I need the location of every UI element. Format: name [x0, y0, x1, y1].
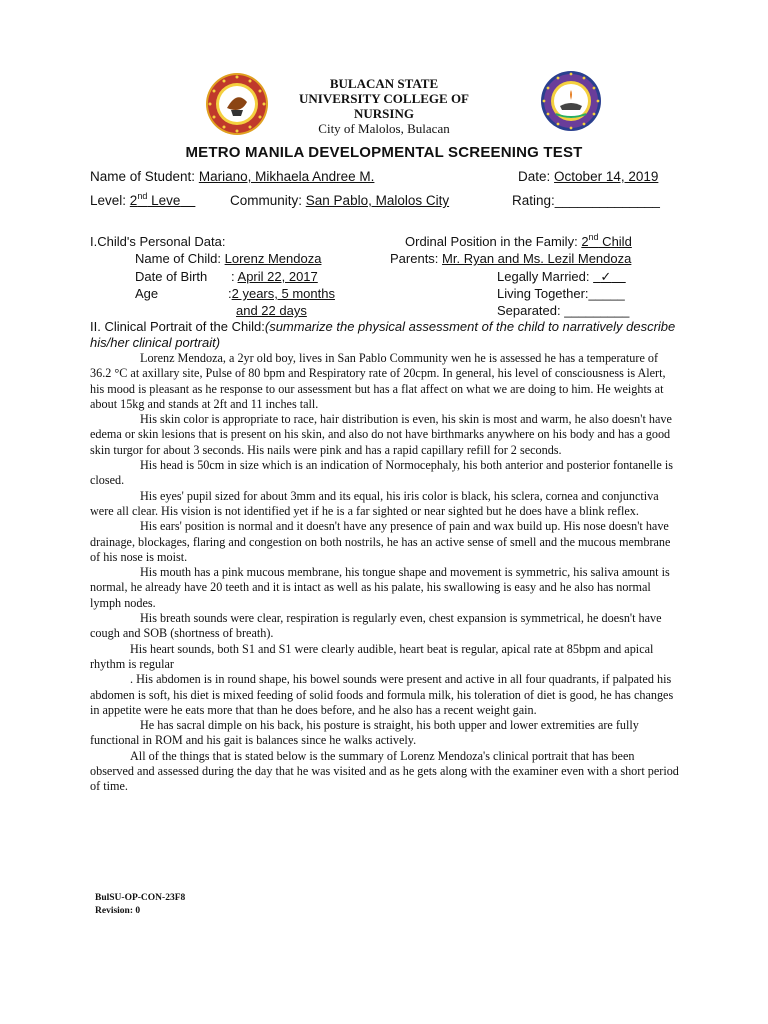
narrative-paragraph: His head is 50cm in size which is an indication of Normocephaly, his both anterior and posterior fontanelle is closed.: [90, 458, 673, 488]
separated-row: [497, 303, 629, 318]
rating-label: Rating:: [512, 193, 555, 208]
clinical-instruction: (summarize the physical assessment of the child to narratively describe his/her clinical portrait): [90, 319, 676, 350]
form-code: BulSU-OP-CON-23F8: [95, 893, 186, 903]
level-row: [90, 193, 195, 208]
narrative-paragraph: He has sacral dimple on his back, his posture is straight, his both upper and lower extremities are fully functional in ROM and his gait is balances since he walks actively.: [90, 718, 639, 748]
date-row: [518, 169, 658, 184]
married-row: [497, 269, 626, 285]
institution-city: City of Malolos, Bulacan: [318, 121, 450, 136]
child-name-label: Name of Child:: [135, 251, 221, 266]
separated-label: Separated:: [497, 303, 561, 318]
narrative-paragraph: His eyes' pupil sized for about 3mm and its equal, his iris color is black, his sclera, cornea and conjunctiva were all clear. His vision is not identified yet if he is a far sighted or near sighted but he does have a blink reflex.: [90, 488, 659, 518]
institution-line-3: NURSING: [354, 106, 414, 121]
clinical-heading-label: II. Clinical Portrait of the Child:: [90, 319, 265, 334]
parents-label: Parents:: [390, 251, 439, 266]
ordinal-value: 2nd Child: [581, 232, 632, 249]
living-blank: _____: [588, 286, 625, 301]
ordinal-label: Ordinal Position in the Family:: [405, 234, 578, 249]
narrative-paragraph: . His abdomen is in round shape, his bowel sounds were present and active in all four quadrants, if palpated his abdomen is soft, his diet is mixed feeding of solid foods and formula milk, his toleration of diet is good, he has changes in appetite were he eats more that than he does before, and he also has a recent weight gain.: [90, 672, 674, 717]
narrative-paragraph: His mouth has a pink mucous membrane, his tongue shape and movement is symmetric, his saliva amount is normal, he already have 20 teeth and it is intact as well as his palate, his swallowing is easy and he also has normal lymph nodes.: [90, 565, 670, 610]
narrative-paragraph: Lorenz Mendoza, a 2yr old boy, lives in San Pablo Community wen he is assessed he has a temperature of 36.2 °C at axillary site, Pulse of 80 bpm and Respiratory rate of 20cpm. In general, his level of consciousness is Alert, his mood is pleasant as he response to our assessment but has a flat affect on what we are doing to him. He weights at about 15kg and stands at 2ft and 11 inches tall.: [90, 351, 666, 411]
form-revision: Revision: 0: [95, 906, 141, 916]
document-title: METRO MANILA DEVELOPMENTAL SCREENING TEST: [185, 144, 583, 161]
narrative-paragraph: His heart sounds, both S1 and S1 were clearly audible, heart beat is regular, apical rate at 85bpm and apical rhythm is regular: [90, 641, 654, 671]
living-label: Living Together:: [497, 286, 589, 301]
community-label: Community:: [230, 193, 303, 208]
personal-data-heading: I.Child's Personal Data:: [90, 234, 226, 249]
date-value: October 14, 2019: [554, 169, 659, 184]
student-name-row: [90, 169, 374, 184]
date-label: Date:: [518, 169, 551, 184]
parents-value: Mr. Ryan and Ms. Lezil Mendoza: [442, 251, 632, 266]
parents-row: [390, 251, 631, 266]
ordinal-position-row: [405, 234, 632, 249]
dob-value: April 22, 2017: [237, 269, 318, 284]
clinical-narrative: [90, 351, 680, 795]
clinical-heading: [90, 319, 690, 351]
separated-blank: _________: [564, 303, 630, 318]
form-footer: [95, 892, 185, 918]
narrative-paragraph: His ears' position is normal and it doesn't have any presence of pain and wax build up. His nose doesn't have drainage, blockages, flaring and congestion on both nostrils, he has an active sense of smell and the mucous membrane of his nose is moist.: [90, 519, 671, 564]
narrative-paragraph: His breath sounds were clear, respiration is regularly even, chest expansion is symmetrical, he doesn't have cough and SOB (shortness of breath).: [90, 611, 662, 641]
child-name-row: [135, 251, 321, 266]
age-row: :2 years, 5 months: [228, 286, 335, 301]
narrative-paragraph: All of the things that is stated below is the summary of Lorenz Mendoza's clinical portrait that has been observed and assessed during the day that he was visited and as he gets along with the examiner even with a short period of time.: [90, 748, 679, 794]
age-value-1: 2 years, 5 months: [231, 286, 335, 301]
living-row: [497, 286, 625, 301]
married-check: ✓: [600, 269, 612, 284]
narrative-paragraph: His skin color is appropriate to race, hair distribution is even, his skin is most and warm, he also doesn't have edema or skin lesions that is present on his skin, and also do not have birthmarks anywhere on his body and has a good skin turgor for about 3 seconds. His nails were pink and has a rapid capillary refill for 2 seconds.: [90, 412, 672, 457]
age-value-2: and 22 days: [236, 303, 307, 318]
community-value: San Pablo, Malolos City: [305, 193, 450, 208]
age-label: Age: [135, 286, 159, 301]
institution-line-1: BULACAN STATE: [329, 76, 439, 91]
institution-line-2: UNIVERSITY COLLEGE OF: [299, 91, 469, 106]
student-name-value: Mariano, Mikhaela Andree M.: [198, 169, 375, 184]
dob-label: Date of Birth: [135, 269, 208, 284]
level-value: 2nd Leve: [129, 191, 181, 208]
dob-row: : April 22, 2017: [231, 269, 318, 284]
married-label: Legally Married:: [497, 269, 590, 284]
rating-row: [512, 193, 660, 208]
rating-blank: ______________: [554, 193, 660, 208]
student-name-label: Name of Student:: [90, 169, 196, 184]
community-row: [230, 193, 449, 208]
child-name-value: Lorenz Mendoza: [224, 251, 322, 266]
level-label: Level:: [90, 193, 127, 208]
